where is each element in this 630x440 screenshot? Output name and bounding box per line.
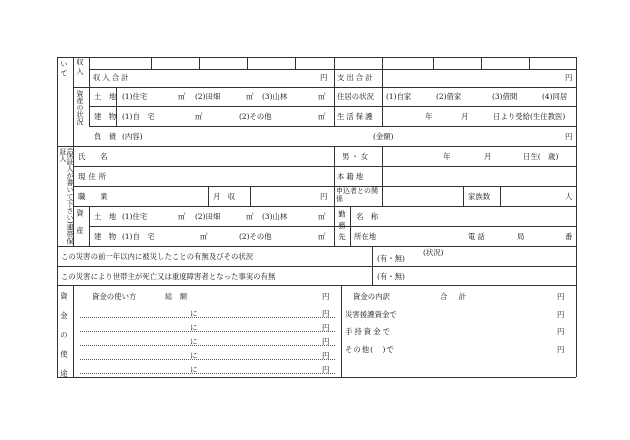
g-building-sqm-1: ㎡: [200, 232, 208, 241]
funds-total-header: 総 額: [165, 292, 188, 301]
debt-yen: 円: [565, 132, 573, 141]
g-land-label: 土 地: [94, 212, 117, 221]
exchange-label: 局: [517, 232, 525, 241]
g-land-sqm-3: ㎡: [318, 212, 326, 221]
guarantor-name-label: 氏 名: [78, 152, 108, 161]
breakdown-item-1: 災害援護資金で: [345, 310, 397, 319]
birth-day-age: 日生( 歳): [523, 152, 559, 161]
building-item-1: (1)自 宅: [122, 112, 155, 121]
welfare-since: 日より受給(生住教医): [493, 112, 566, 121]
breakdown-item-3-yen: 円: [557, 345, 565, 354]
breakdown-item-1-yen: 円: [557, 310, 565, 319]
building-sqm-1: ㎡: [195, 112, 203, 121]
welfare-month: 月: [461, 112, 469, 121]
disaster-answer-2: (有・無): [377, 272, 405, 281]
guarantor-address-label: 現住所: [78, 172, 110, 181]
usage-line-3-ni: に: [190, 337, 198, 346]
work-label: 勤務先: [337, 210, 347, 245]
welfare-label: 生活保護: [337, 112, 375, 121]
income-side-label: いて: [59, 60, 69, 79]
land-sqm-2: ㎡: [246, 92, 254, 101]
building-item-2: (2)その他: [239, 112, 272, 121]
residence-option-4: (4)同居: [542, 92, 568, 101]
land-sqm-3: ㎡: [318, 92, 326, 101]
income-total-label: 収入合計: [93, 73, 131, 82]
building-sqm-2: ㎡: [318, 112, 326, 121]
usage-line-2-ni: に: [190, 323, 198, 332]
residence-label: 住居の状況: [337, 92, 374, 101]
disaster-question-2: この災害により世帯主が死亡又は重度障害者となった事実の有無: [61, 272, 276, 281]
g-building-item-1: (1)自 宅: [122, 232, 155, 241]
land-sqm-1: ㎡: [178, 92, 186, 101]
residence-option-3: (3)借間: [492, 92, 518, 101]
guarantor-sex: 男・女: [342, 152, 371, 161]
g-land-item-1: (1)住宅: [122, 212, 148, 221]
relation-label: 申込者との関 係: [336, 187, 385, 203]
assets-status-label: 資産の状況: [76, 90, 84, 125]
g-land-sqm-1: ㎡: [178, 212, 186, 221]
birth-month: 月: [484, 152, 492, 161]
disaster-question-1: この災害の前一年以内に被災したことの有無及びその状況: [61, 252, 254, 261]
building-label: 建 物: [94, 112, 117, 121]
usage-line-2-yen: 円: [322, 323, 330, 332]
monthly-income-yen: 円: [320, 192, 328, 201]
g-building-item-2: (2)その他: [239, 232, 272, 241]
usage-line-1-yen: 円: [322, 309, 330, 318]
usage-line-5-ni: に: [190, 365, 198, 374]
usage-line-4-ni: に: [190, 351, 198, 360]
monthly-income-label: 月 収: [213, 192, 236, 201]
funds-side-label: 資金の使途: [59, 292, 69, 389]
disaster-status-1: (状況): [423, 248, 444, 257]
income-label: 収入: [75, 58, 85, 77]
land-label: 土 地: [94, 92, 117, 101]
usage-line-3-yen: 円: [322, 337, 330, 346]
guarantor-assets-label: 資産: [75, 209, 85, 244]
g-land-item-3: (3)山林: [262, 212, 288, 221]
expense-total-label: 支出合計: [337, 73, 375, 82]
job-label: 職 業: [78, 192, 108, 201]
welfare-year: 年: [425, 112, 433, 121]
debt-label: 負 債: [94, 132, 117, 141]
breakdown-header: 資金の内訳: [353, 292, 390, 301]
phone-label: 電話: [468, 232, 487, 241]
funds-usage-header: 資金の使い方: [92, 292, 137, 301]
breakdown-item-2-yen: 円: [557, 327, 565, 336]
land-item-2: (2)田畑: [195, 92, 221, 101]
breakdown-item-2: 手持資金で: [345, 327, 392, 336]
expense-total-yen: 円: [565, 73, 573, 82]
breakdown-sum-yen: 円: [557, 292, 565, 301]
work-address-label: 所在地: [354, 232, 377, 241]
breakdown-item-3: その他( )で: [345, 345, 395, 354]
g-building-sqm-2: ㎡: [318, 232, 326, 241]
residence-option-2: (2)借家: [436, 92, 462, 101]
income-total-yen: 円: [320, 73, 328, 82]
work-name-label: 名 称: [356, 212, 379, 221]
family-count-unit: 人: [565, 192, 573, 201]
g-land-sqm-2: ㎡: [246, 212, 254, 221]
birth-year: 年: [443, 152, 451, 161]
funds-total-yen: 円: [322, 292, 330, 301]
number-label: 番: [565, 232, 573, 241]
residence-option-1: (1)自家: [386, 92, 412, 101]
usage-line-4-yen: 円: [322, 351, 330, 360]
usage-line-1-ni: に: [190, 309, 198, 318]
land-item-3: (3)山林: [262, 92, 288, 101]
g-building-label: 建 物: [94, 232, 117, 241]
g-land-item-2: (2)田畑: [195, 212, 221, 221]
debt-amount: (金額): [373, 132, 394, 141]
disaster-answer-1: (有・無): [377, 254, 405, 263]
family-count-label: 家族数: [468, 192, 491, 201]
debt-content: (内容): [122, 132, 143, 141]
domicile-label: 本籍地: [337, 172, 366, 181]
breakdown-sum-header: 合 計: [440, 292, 469, 301]
guarantor-side-label: (保証人が書いて下さい)連帯保証人: [59, 148, 74, 245]
land-item-1: (1)住宅: [122, 92, 148, 101]
usage-line-5-yen: 円: [322, 365, 330, 374]
